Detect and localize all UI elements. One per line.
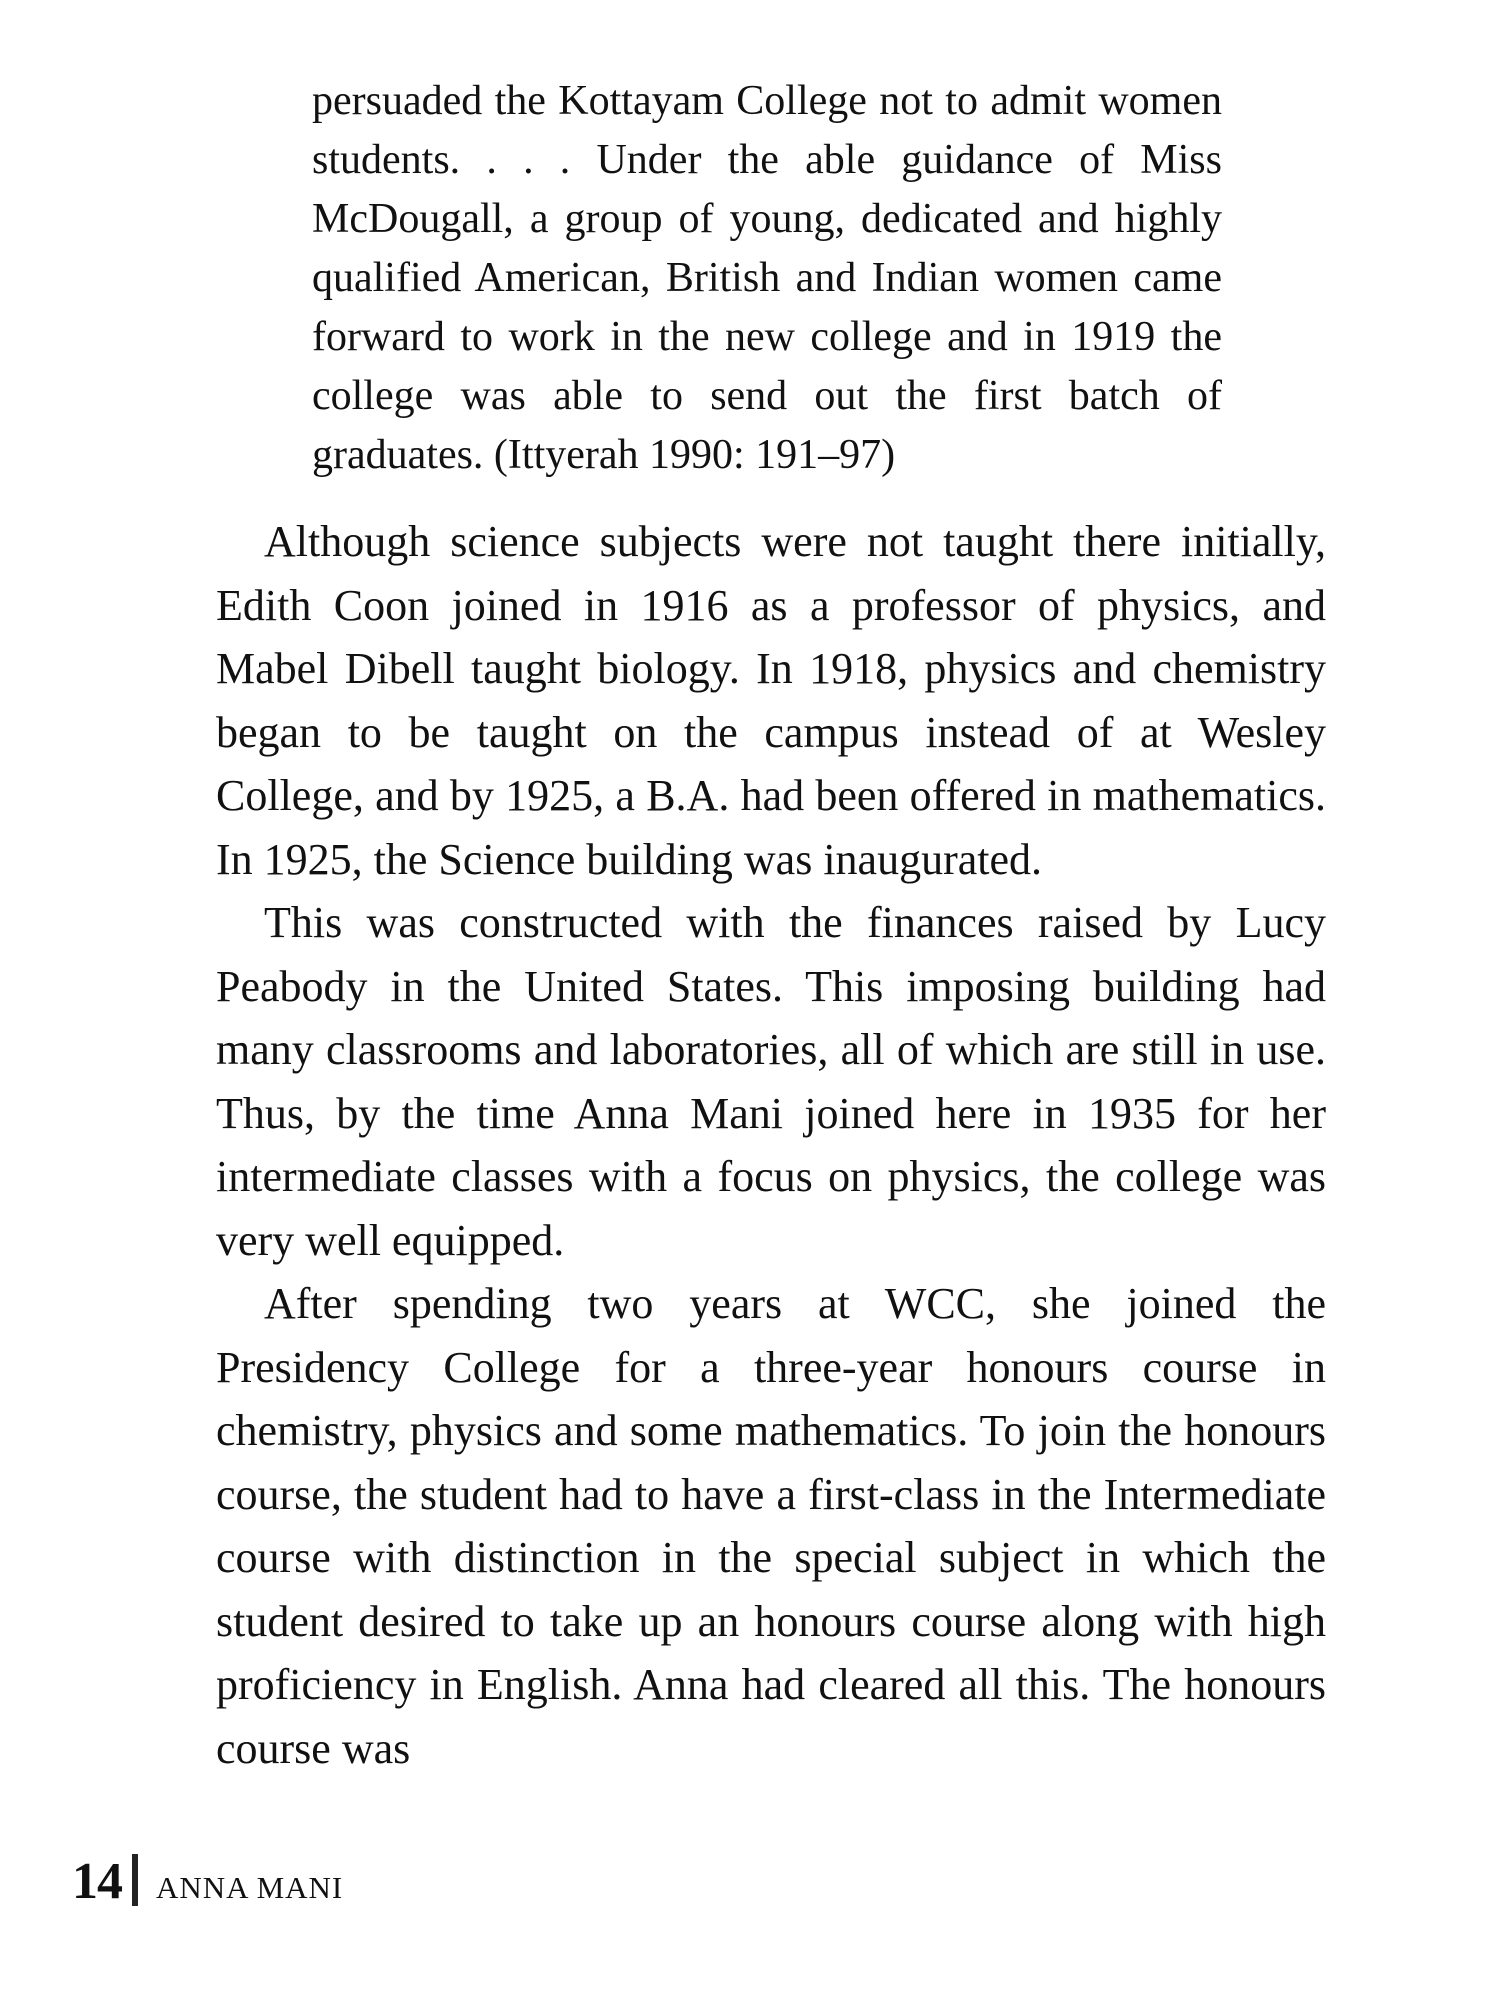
body-text <box>216 510 1326 1780</box>
block-quote: persuaded the Kottayam College not to admit women students. . . . Under the able guidance of Miss McDougall, a group of young, dedicated and highly qualified American, British and Indian women came forward to work in the new college and in 1919 the college was able to send out the first batch of graduates. (Ittyerah 1990: 191–97) <box>312 78 1222 478</box>
paragraph-presidency-college: After spending two years at WCC, she joined the Presidency College for a three-year honours course in chemistry, physics and some mathematics. To join the honours course, the student had to have a first-class in the Intermediate course with distinction in the special subject in which the student desired to take up an honours course along with high proficiency in English. Anna had cleared all this. The honours course was <box>216 1279 1326 1773</box>
paragraph-science-building: This was constructed with the finances raised by Lucy Peabody in the United States. This imposing building had many classrooms and laboratories, all of which are still in use. Thus, by the time Anna Mani joined here in 1935 for her intermediate classes with a focus on physics, the college was very well equipped. <box>216 898 1326 1265</box>
footer-divider <box>132 1854 138 1906</box>
running-head: ANNA MANI <box>156 1870 344 1905</box>
page-footer <box>72 1848 343 1908</box>
paragraph-science-subjects: Although science subjects were not taught there initially, Edith Coon joined in 1916 as a professor of physics, and Mabel Dibell taught biology. In 1918, physics and chemistry began to be taught on the campus instead of at Wesley College, and by 1925, a B.A. had been offered in mathematics. In 1925, the Science building was inaugurated. <box>216 517 1326 884</box>
page-number: 14 <box>72 1853 122 1910</box>
